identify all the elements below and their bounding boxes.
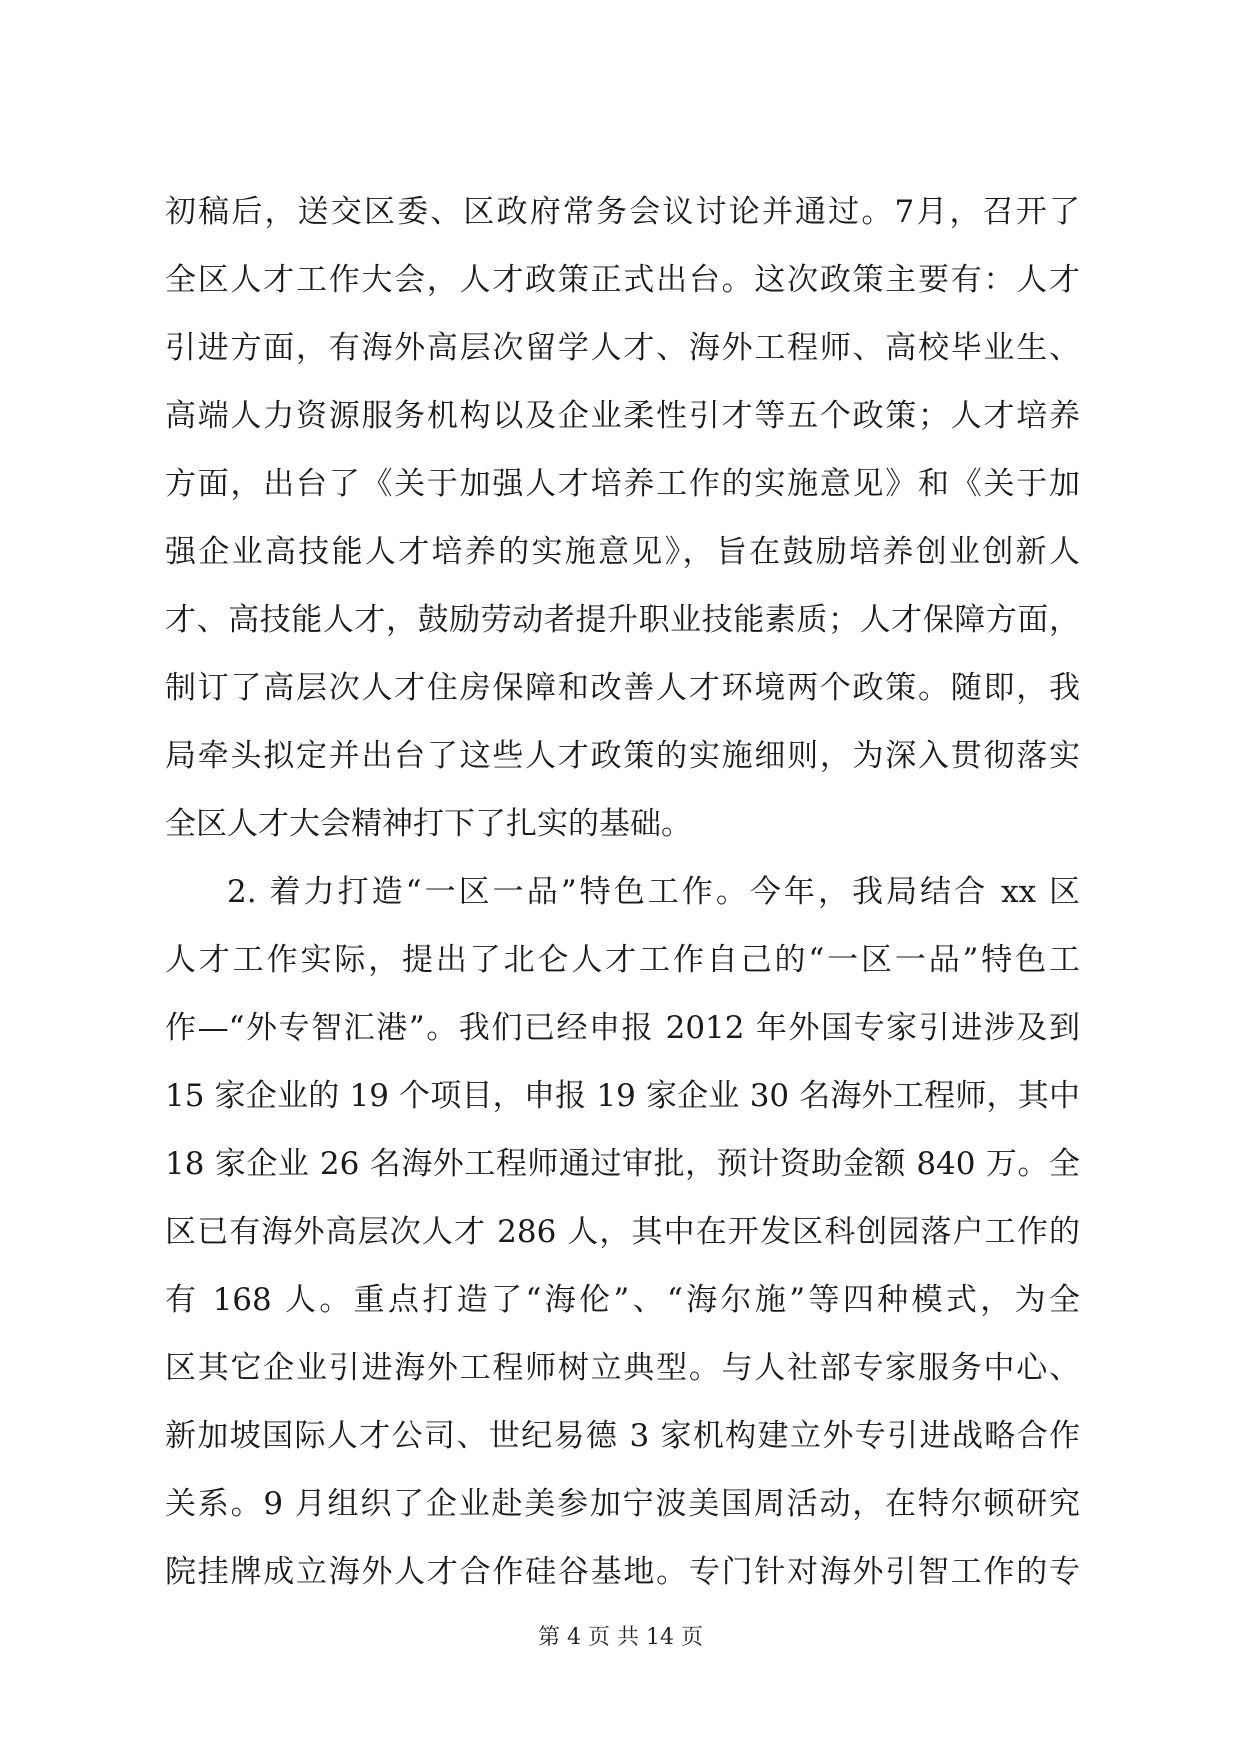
text-line: 强企业高技能人才培养的实施意见》，旨在鼓励培养创业创新人 [165, 534, 1080, 570]
text-line: 有 168 人。重点打造了“海伦”、“海尔施”等四种模式，为全 [165, 1282, 1080, 1318]
text-line: 全区人才大会精神打下了扎实的基础。 [165, 806, 692, 842]
text-line: 18 家企业 26 名海外工程师通过审批，预计资助金额 840 万。全 [165, 1146, 1080, 1182]
page-number-footer: 第 4 页 共 14 页 [538, 1625, 703, 1650]
text-line: 新加坡国际人才公司、世纪易德 3 家机构建立外专引进战略合作 [165, 1418, 1080, 1454]
text-line: 院挂牌成立海外人才合作硅谷基地。专门针对海外引智工作的专 [165, 1554, 1080, 1590]
text-line: 15 家企业的 19 个项目，申报 19 家企业 30 名海外工程师，其中 [165, 1078, 1080, 1114]
text-line: 方面，出台了《关于加强人才培养工作的实施意见》和《关于加 [165, 466, 1080, 502]
text-line: 作—“外专智汇港”。我们已经申报 2012 年外国专家引进涉及到 [165, 1010, 1080, 1046]
paragraph-start-line: 2. 着力打造“一区一品”特色工作。今年，我局结合 xx 区 [227, 874, 1080, 910]
text-line: 引进方面，有海外高层次留学人才、海外工程师、高校毕业生、 [165, 330, 1080, 366]
text-line: 全区人才工作大会，人才政策正式出台。这次政策主要有：人才 [165, 262, 1080, 298]
text-line: 才、高技能人才，鼓励劳动者提升职业技能素质；人才保障方面， [165, 602, 1080, 638]
text-line: 局牵头拟定并出台了这些人才政策的实施细则，为深入贯彻落实 [165, 738, 1080, 774]
text-line: 制订了高层次人才住房保障和改善人才环境两个政策。随即，我 [165, 670, 1080, 706]
text-line: 区其它企业引进海外工程师树立典型。与人社部专家服务中心、 [165, 1350, 1080, 1386]
text-line: 高端人力资源服务机构以及企业柔性引才等五个政策；人才培养 [165, 398, 1080, 434]
text-line: 人才工作实际，提出了北仑人才工作自己的“一区一品”特色工 [165, 942, 1080, 978]
text-line: 区已有海外高层次人才 286 人，其中在开发区科创园落户工作的 [165, 1214, 1080, 1250]
text-line: 关系。9 月组织了企业赴美参加宁波美国周活动，在特尔顿研究 [165, 1486, 1080, 1522]
body-text [165, 178, 1080, 1606]
text-line: 初稿后，送交区委、区政府常务会议讨论并通过。7月，召开了 [165, 194, 1080, 230]
